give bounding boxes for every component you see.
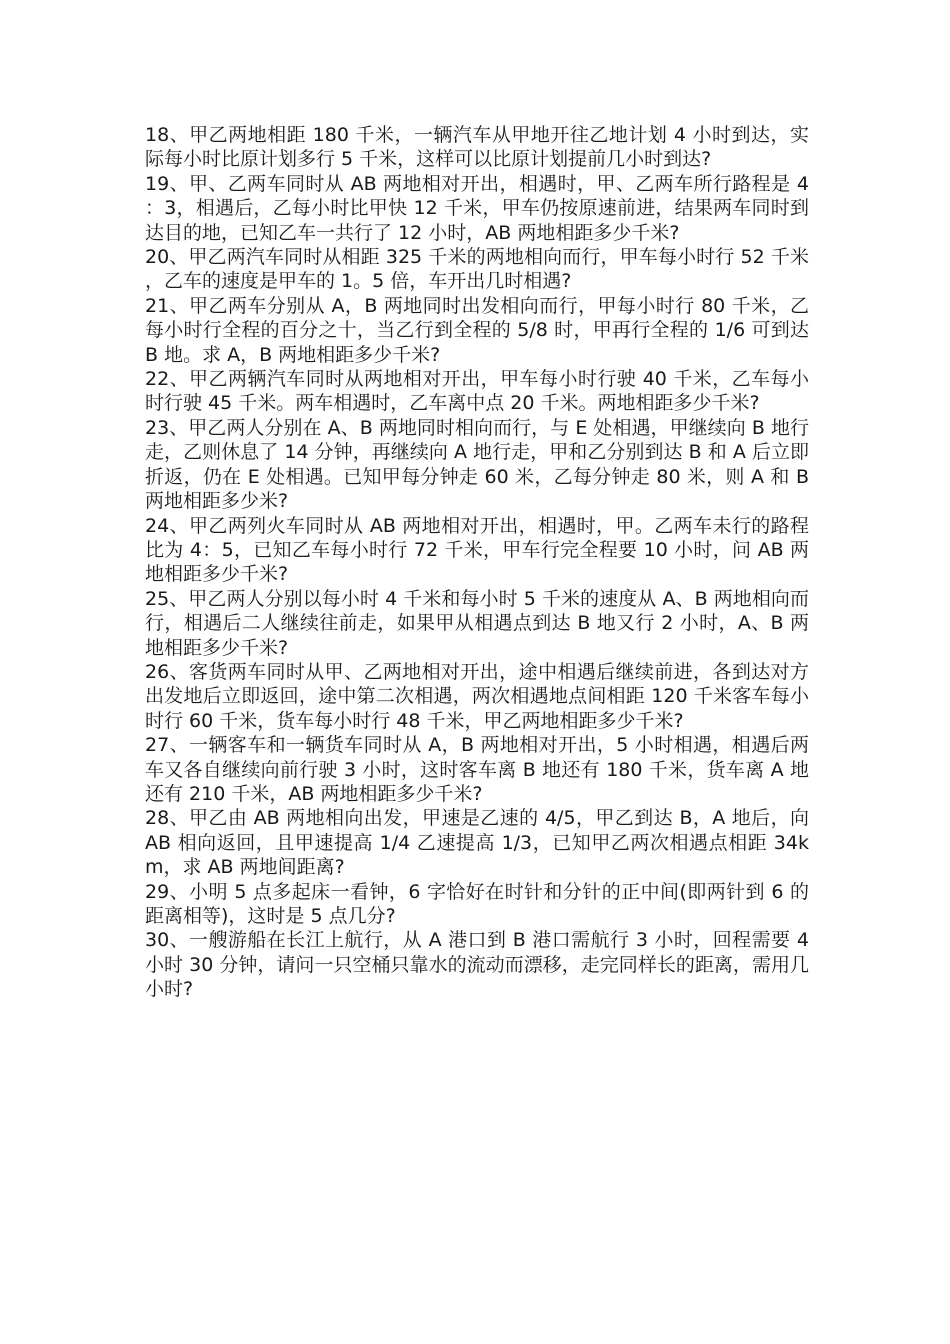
problem-18: 18、甲乙两地相距 180 千米，一辆汽车从甲地开往乙地计划 4 小时到达，实际每小时比原计划多行 5 千米，这样可以比原计划提前几小时到达? bbox=[145, 124, 809, 171]
problem-22: 22、甲乙两辆汽车同时从两地相对开出，甲车每小时行驶 40 千米，乙车每小时行驶 45 千米。两车相遇时，乙车离中点 20 千米。两地相距多少千米? bbox=[145, 368, 809, 415]
problem-23: 23、甲乙两人分别在 A、B 两地同时相向而行，与 E 处相遇，甲继续向 B 地行走，乙则休息了 14 分钟，再继续向 A 地行走，甲和乙分别到达 B 和 A 后立即折返，仍在 E 处相遇。已知甲每分钟走 60 米，乙每分钟走 80 米，则 A 和 B 两地相距多少米? bbox=[145, 416, 809, 513]
problem-29: 29、小明 5 点多起床一看钟，6 字恰好在时针和分针的正中间(即两针到 6 的距离相等)，这时是 5 点几分? bbox=[145, 880, 809, 927]
problem-list bbox=[145, 123, 809, 1002]
problem-21: 21、甲乙两车分别从 A，B 两地同时出发相向而行，甲每小时行 80 千米，乙每小时行全程的百分之十，当乙行到全程的 5/8 时，甲再行全程的 1/6 可到达 B 地。求 A，B 两地相距多少千米? bbox=[145, 294, 809, 366]
problem-20: 20、甲乙两汽车同时从相距 325 千米的两地相向而行，甲车每小时行 52 千米，乙车的速度是甲车的 1。5 倍，车开出几时相遇? bbox=[145, 246, 809, 293]
problem-28: 28、甲乙由 AB 两地相向出发，甲速是乙速的 4/5，甲乙到达 B，A 地后，向 AB 相向返回，且甲速提高 1/4 乙速提高 1/3，已知甲乙两次相遇点相距 34km，求 AB 两地间距离? bbox=[145, 807, 809, 879]
problem-27: 27、一辆客车和一辆货车同时从 A，B 两地相对开出，5 小时相遇，相遇后两车又各自继续向前行驶 3 小时，这时客车离 B 地还有 180 千米，货车离 A 地还有 210 千米，AB 两地相距多少千米? bbox=[145, 734, 809, 805]
problem-25: 25、甲乙两人分别以每小时 4 千米和每小时 5 千米的速度从 A、B 两地相向而行，相遇后二人继续往前走，如果甲从相遇点到达 B 地又行 2 小时，A、B 两地相距多少千米? bbox=[145, 587, 809, 659]
problem-19: 19、甲、乙两车同时从 AB 两地相对开出，相遇时，甲、乙两车所行路程是 4：3，相遇后，乙每小时比甲快 12 千米，甲车仍按原速前进，结果两车同时到达目的地，已知乙车一共行了 12 小时，AB 两地相距多少千米? bbox=[145, 172, 809, 244]
problem-30: 30、一艘游船在长江上航行，从 A 港口到 B 港口需航行 3 小时，回程需要 4 小时 30 分钟，请问一只空桶只靠水的流动而漂移，走完同样长的距离，需用几小时? bbox=[145, 929, 809, 1001]
problem-24: 24、甲乙两列火车同时从 AB 两地相对开出，相遇时，甲。乙两车未行的路程比为 4：5，已知乙车每小时行 72 千米，甲车行完全程要 10 小时，问 AB 两地相距多少千米? bbox=[145, 514, 809, 586]
problem-26: 26、客货两车同时从甲、乙两地相对开出，途中相遇后继续前进，各到达对方出发地后立即返回，途中第二次相遇，两次相遇地点间相距 120 千米客车每小时行 60 千米，货车每小时行 48 千米，甲乙两地相距多少千米? bbox=[145, 660, 809, 732]
